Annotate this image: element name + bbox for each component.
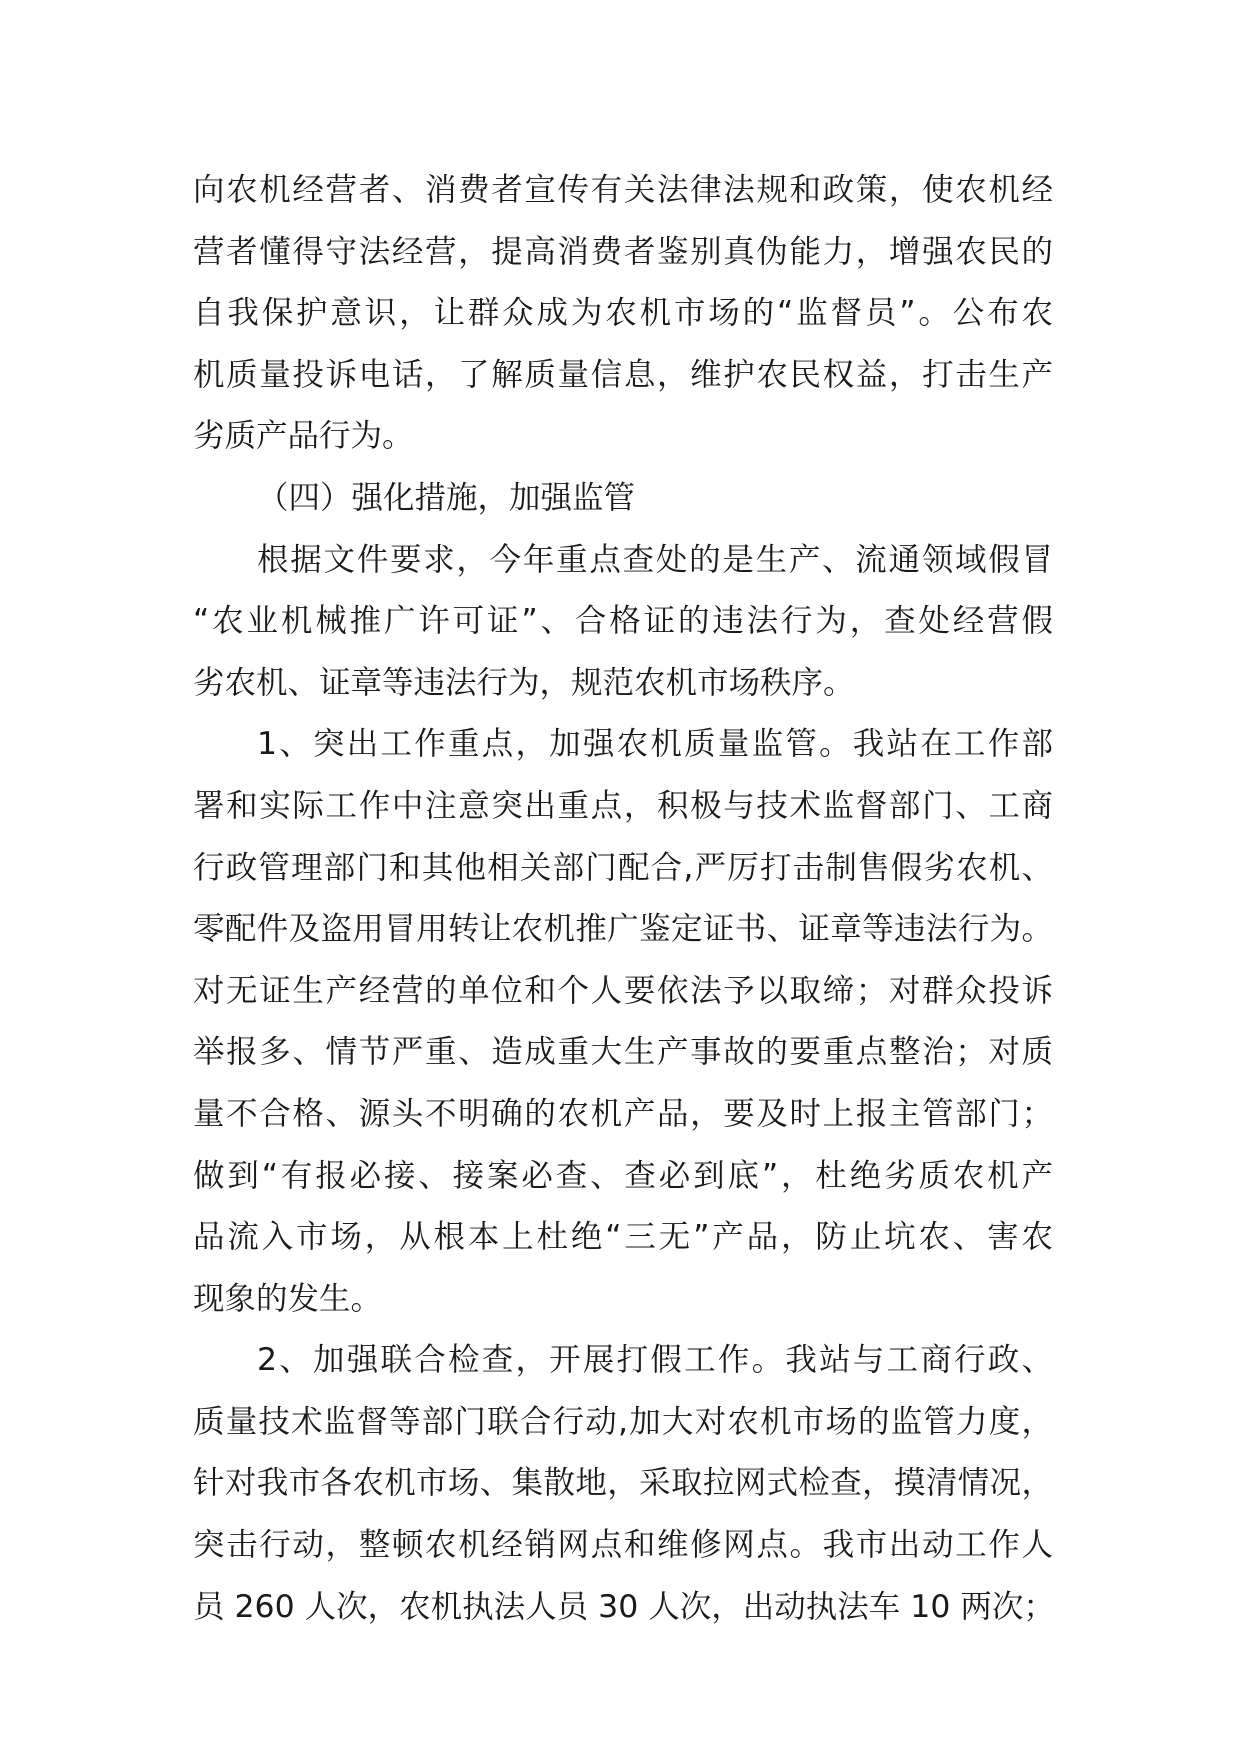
paragraph-line: 署和实际工作中注意突出重点，积极与技术监督部门、工商 bbox=[193, 787, 1053, 824]
paragraph-line: 机质量投诉电话，了解质量信息，维护农民权益，打击生产 bbox=[193, 356, 1053, 393]
paragraph-line: 自我保护意识，让群众成为农机市场的“监督员”。公布农 bbox=[193, 295, 1053, 332]
paragraph-line: 举报多、情节严重、造成重大生产事故的要重点整治；对质 bbox=[193, 1034, 1053, 1071]
section-heading: （四）强化措施，加强监管 bbox=[257, 479, 636, 516]
paragraph-line: 劣农机、证章等违法行为，规范农机市场秩序。 bbox=[193, 664, 855, 701]
paragraph-line: 行政管理部门和其他相关部门配合,严厉打击制售假劣农机、 bbox=[193, 849, 1053, 886]
paragraph-line: 2、加强联合检查，开展打假工作。我站与工商行政、 bbox=[257, 1342, 1053, 1379]
paragraph-line: 营者懂得守法经营，提高消费者鉴别真伪能力，增强农民的 bbox=[193, 233, 1053, 270]
paragraph-line: 做到“有报必接、接案必查、查必到底”，杜绝劣质农机产 bbox=[193, 1157, 1053, 1194]
paragraph-line: “农业机械推广许可证”、合格证的违法行为，查处经营假 bbox=[193, 603, 1053, 640]
paragraph-line: 质量技术监督等部门联合行动,加大对农机市场的监管力度， bbox=[193, 1403, 1053, 1440]
paragraph-line: 向农机经营者、消费者宣传有关法律法规和政策，使农机经 bbox=[193, 172, 1053, 208]
paragraph-line: 员 260 人次，农机执法人员 30 人次，出动执法车 10 两次； bbox=[193, 1588, 1055, 1625]
paragraph-line: 突击行动，整顿农机经销网点和维修网点。我市出动工作人 bbox=[193, 1527, 1053, 1564]
paragraph-line: 零配件及盗用冒用转让农机推广鉴定证书、证章等违法行为。 bbox=[193, 911, 1053, 948]
paragraph-line: 针对我市各农机市场、集散地，采取拉网式检查，摸清情况， bbox=[193, 1465, 1053, 1502]
paragraph-line: 品流入市场，从根本上杜绝“三无”产品，防止坑农、害农 bbox=[193, 1219, 1053, 1256]
paragraph-line: 对无证生产经营的单位和个人要依法予以取缔；对群众投诉 bbox=[193, 972, 1053, 1009]
body-text bbox=[193, 160, 1053, 1638]
paragraph-line: 量不合格、源头不明确的农机产品，要及时上报主管部门； bbox=[193, 1095, 1053, 1132]
paragraph-line: 根据文件要求，今年重点查处的是生产、流通领域假冒 bbox=[257, 541, 1053, 578]
paragraph-line: 现象的发生。 bbox=[193, 1280, 383, 1317]
paragraph-line: 1、突出工作重点，加强农机质量监管。我站在工作部 bbox=[257, 726, 1053, 763]
paragraph-line: 劣质产品行为。 bbox=[193, 418, 414, 455]
